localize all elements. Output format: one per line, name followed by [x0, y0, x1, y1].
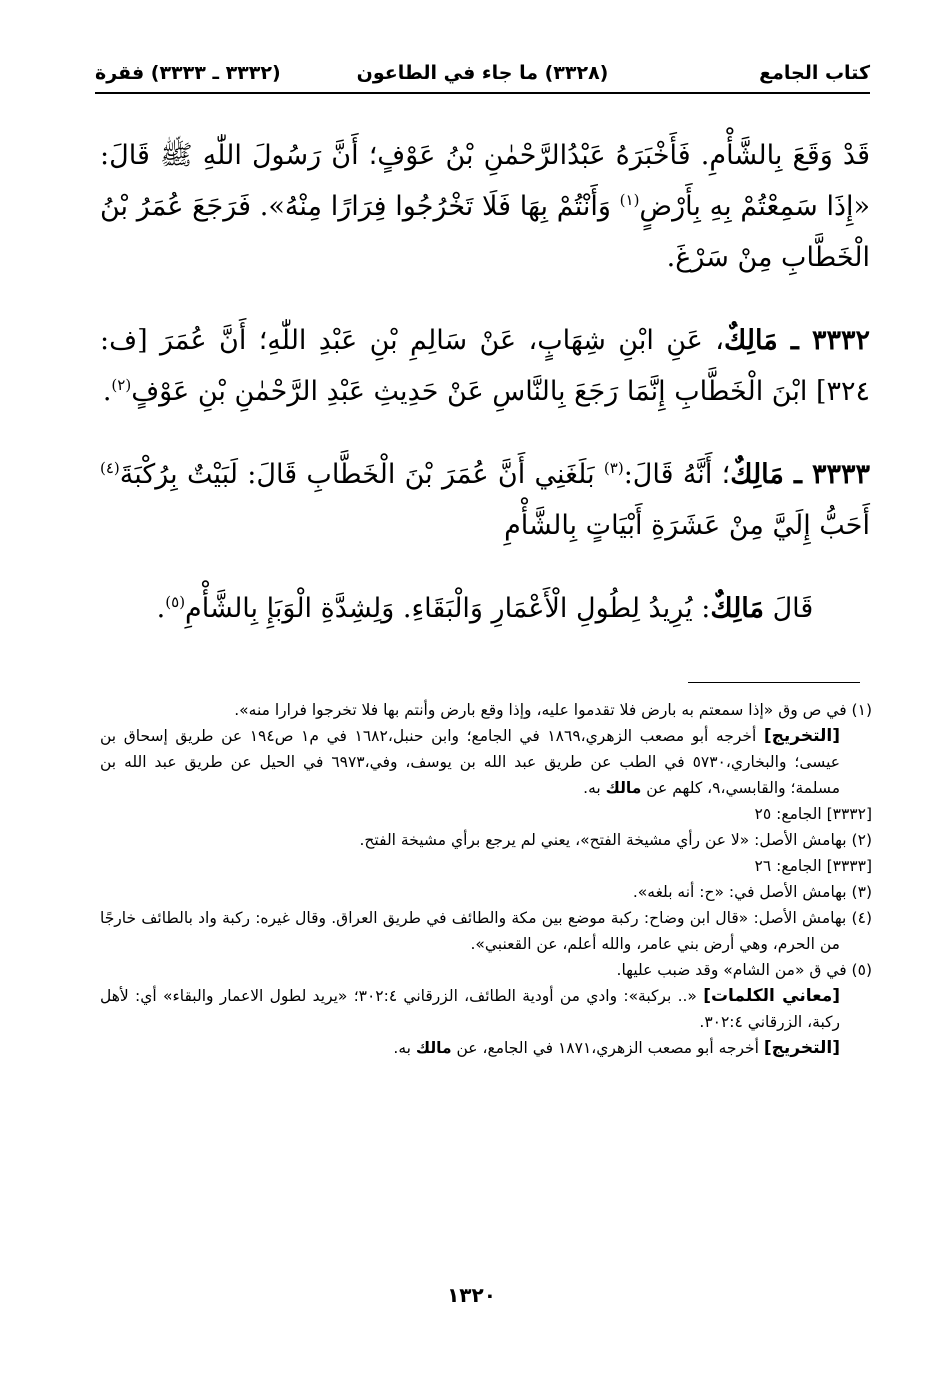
hadith-number: ٣٣٣٣ ـ	[783, 459, 871, 490]
page-number: ١٣٢٠	[447, 1283, 496, 1307]
text-segment: قَالَ	[763, 593, 814, 624]
footnote-marker-4: (٤)	[100, 459, 120, 477]
malik-name: مالك	[605, 779, 642, 797]
footnote-1: (١) في ص وق «إذا سمعتم به بارض فلا تقدموا عليه، وإذا وقع بارض وأنتم بها فلا تخرجوا فرارا منه».	[234, 701, 872, 719]
jami-reference-3333: [٣٣٣٣] الجامع: ٢٦	[754, 857, 872, 875]
meanings-label: [معاني الكلمات]	[703, 986, 840, 1006]
hadith-number: ٣٣٣٢ ـ	[777, 325, 870, 356]
main-text	[100, 130, 870, 666]
hadith-continuation	[100, 130, 870, 283]
narrator-malik: مَالِكٌ	[724, 325, 778, 356]
text-segment: ، عَنِ ابْنِ شِهَابٍ، عَنْ سَالِمِ بْنِ عَبْدِ اللّٰهِ؛ أَنَّ عُمَرَ [ف: ٣٢٤] ابْنَ الْخَطَّابِ إِنَّمَا رَجَعَ بِالنَّاسِ عَنْ حَدِيثِ عَبْدِ الرَّحْمٰنِ بْنِ عَوْفٍ	[100, 325, 870, 407]
footnote-separator	[688, 682, 860, 683]
footnote-marker-3: (٣)	[603, 459, 624, 477]
book-title: كتاب الجامع	[759, 62, 870, 84]
text-segment: .	[156, 593, 166, 624]
footnote-marker-1: (١)	[619, 191, 640, 209]
text-segment: : يُرِيدُ لِطُولِ الْأَعْمَارِ وَالْبَقَاءِ. وَلِشِدَّةِ الْوَبَإِ بِالشَّأْمِ	[185, 593, 711, 624]
malik-name: مالك	[415, 1039, 452, 1057]
text-segment: بَلَغَنِي أَنَّ عُمَرَ بْنَ الْخَطَّابِ قَالَ: لَبَيْتٌ بِرُكْبَةَ	[119, 459, 604, 490]
takhrij-5	[100, 1035, 872, 1061]
chapter-title: (٣٣٢٨) ما جاء في الطاعون	[356, 62, 609, 84]
takhrij-end: به.	[583, 779, 606, 797]
malik-comment	[100, 583, 870, 634]
hadith-3333	[100, 449, 870, 551]
footnote-4: (٤) بهامش الأصل: «قال ابن وضاح: ركبة موضع بين مكة والطائف في طريق العراق. وقال غيره: ركبة واد بالطائف خارجًا من الحرم، وهي أرض بني عامر، والله أعلم، عن القعنبي».	[100, 909, 872, 953]
footnotes	[100, 697, 872, 1061]
text-segment: .	[102, 376, 112, 407]
footnote-3: (٣) بهامش الأصل في: «ح: أنه بلغه».	[632, 883, 872, 901]
footnote-5: (٥) في ق «من الشام» وقد ضبب عليها.	[616, 961, 872, 979]
footnote-marker-5: (٥)	[165, 593, 186, 611]
narrator-malik: مَالِكٌ	[730, 459, 784, 490]
takhrij-label: [التخريج]	[763, 1038, 840, 1058]
takhrij-1	[100, 723, 872, 801]
paragraph-range: (٣٣٣٢ ـ ٣٣٣٣) فقرة	[95, 62, 281, 84]
text-segment: ؛ أَنَّهُ قَالَ:	[623, 459, 731, 490]
takhrij-text: أخرجه أبو مصعب الزهري،١٨٦٩ في الجامع؛ وابن حنبل،١٦٨٢ في م١ ص١٩٤ عن طريق إسحاق بن عيسى؛ والبخاري،٥٧٣٠ في الطب عن طريق عبد الله بن يوسف، وفي،٦٩٧٣ في الحيل عن طريق عبد الله بن مسلمة؛ والقابسي،٩، كلهم عن	[100, 727, 840, 797]
takhrij-text: أخرجه أبو مصعب الزهري،١٨٧١ في الجامع، عن	[451, 1039, 764, 1057]
text-segment: قَدْ وَقَعَ بِالشَّأْمِ. فَأَخْبَرَهُ عَبْدُالرَّحْمٰنِ بْنُ عَوْفٍ؛ أَنَّ رَسُولَ اللّٰهِ ﷺ قَالَ: «إِذَا سَمِعْتُمْ بِهِ بِأَرْضٍ	[100, 140, 870, 222]
narrator-malik: مَالِكٌ	[710, 593, 764, 624]
running-header	[95, 60, 870, 94]
jami-reference-3332: [٣٣٣٢] الجامع: ٢٥	[754, 805, 872, 823]
footnote-2: (٢) بهامش الأصل: «لا عن رأي مشيخة الفتح»، يعني لم يرجع برأي مشيخة الفتح.	[359, 831, 872, 849]
takhrij-end: به.	[393, 1039, 416, 1057]
text-segment: وَأَنْتُمْ بِهَا فَلَا تَخْرُجُوا فِرَارًا مِنْهُ». فَرَجَعَ عُمَرُ بْنُ الْخَطَّابِ مِنْ سَرْغَ.	[100, 191, 870, 273]
footnote-marker-2: (٢)	[111, 376, 132, 394]
meanings-text: «.. بركبة»: وادي من أودية الطائف، الزرقاني ٣٠٢:٤؛ «يريد لطول الاعمار والبقاء» أي: لأهل ركبة، الزرقاني ٣٠٢:٤.	[100, 987, 840, 1031]
text-segment: أَحَبُّ إِلَيَّ مِنْ عَشَرَةِ أَبْيَاتٍ بِالشَّأْمِ	[504, 510, 870, 541]
hadith-3332	[100, 315, 870, 417]
word-meanings	[100, 983, 872, 1035]
takhrij-label: [التخريج]	[763, 726, 841, 746]
